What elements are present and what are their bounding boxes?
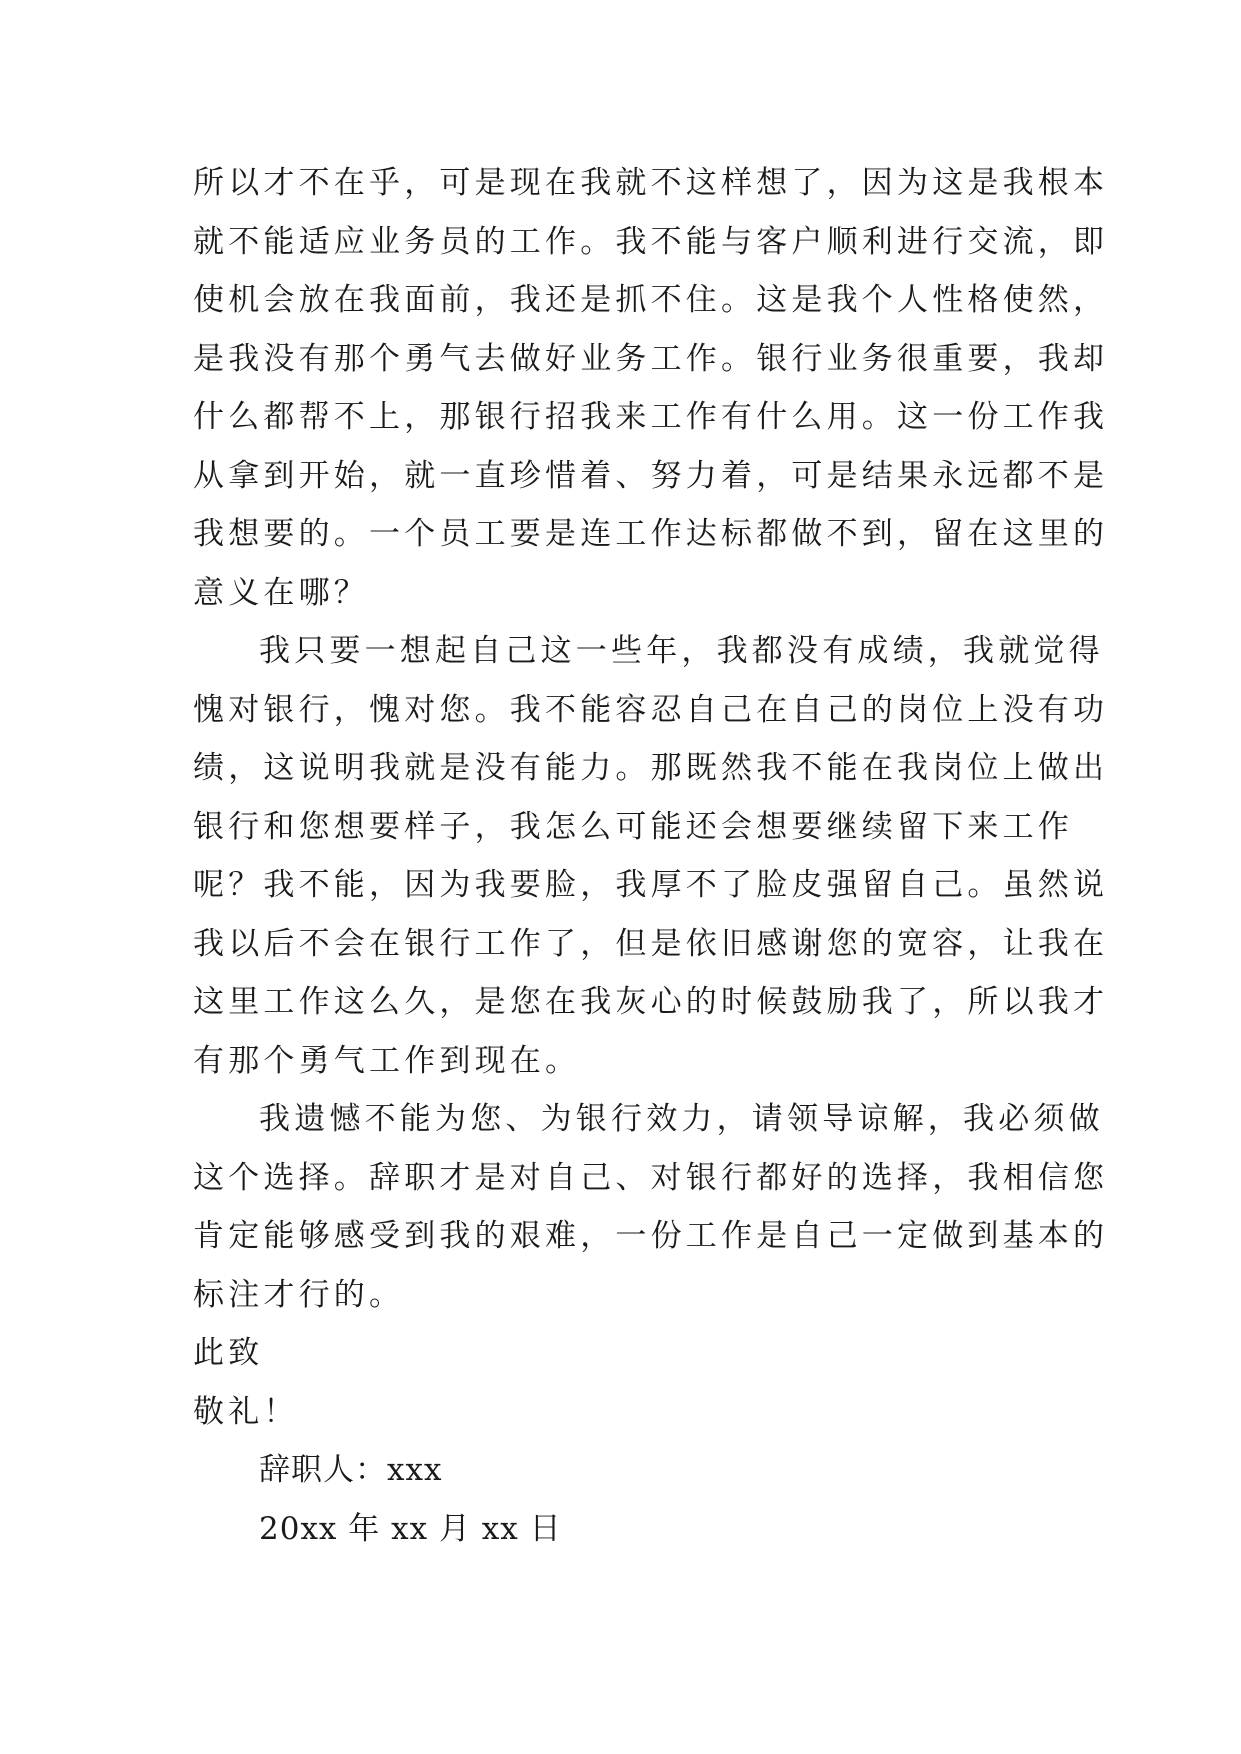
paragraph-line: 什么都帮不上，那银行招我来工作有什么用。这一份工作我 <box>193 399 1109 435</box>
paragraph-line: 就不能适应业务员的工作。我不能与客户顺利进行交流，即 <box>193 223 1109 260</box>
letter-body <box>193 154 1109 1558</box>
signature-line: 辞职人：xxx <box>259 1452 443 1488</box>
paragraph-line: 从拿到开始，就一直珍惜着、努力着，可是结果永远都不是 <box>193 457 1109 494</box>
paragraph-line: 使机会放在我面前，我还是抓不住。这是我个人性格使然， <box>193 282 1109 318</box>
paragraph-line: 是我没有那个勇气去做好业务工作。银行业务很重要，我却 <box>193 340 1109 377</box>
paragraph-line: 愧对银行，愧对您。我不能容忍自己在自己的岗位上没有功 <box>193 691 1109 728</box>
closing-salutation: 此致 <box>193 1335 264 1371</box>
paragraph-line: 肯定能够感受到我的艰难，一份工作是自己一定做到基本的 <box>193 1218 1109 1254</box>
paragraph-line: 我以后不会在银行工作了，但是依旧感谢您的宽容，让我在 <box>193 925 1109 962</box>
closing-regards: 敬礼！ <box>193 1393 299 1430</box>
paragraph-line: 这里工作这么久，是您在我灰心的时候鼓励我了，所以我才 <box>193 984 1109 1020</box>
paragraph-line: 我想要的。一个员工要是连工作达标都做不到，留在这里的 <box>193 516 1109 552</box>
paragraph-line: 我只要一想起自己这一些年，我都没有成绩，我就觉得 <box>259 633 1104 669</box>
paragraph-line: 所以才不在乎，可是现在我就不这样想了，因为这是我根本 <box>193 165 1109 201</box>
paragraph-line: 这个选择。辞职才是对自己、对银行都好的选择，我相信您 <box>193 1159 1109 1196</box>
paragraph-line: 我遗憾不能为您、为银行效力，请领导谅解，我必须做 <box>259 1101 1104 1137</box>
paragraph-line: 有那个勇气工作到现在。 <box>193 1042 581 1079</box>
paragraph-line: 绩，这说明我就是没有能力。那既然我不能在我岗位上做出 <box>193 750 1109 786</box>
paragraph-line: 银行和您想要样子，我怎么可能还会想要继续留下来工作 <box>193 808 1073 845</box>
paragraph-line: 意义在哪？ <box>193 574 369 611</box>
paragraph-line: 标注才行的。 <box>193 1276 405 1313</box>
date-line: 20xx 年 xx 月 xx 日 <box>259 1510 562 1547</box>
paragraph-line: 呢？我不能，因为我要脸，我厚不了脸皮强留自己。虽然说 <box>193 867 1109 903</box>
